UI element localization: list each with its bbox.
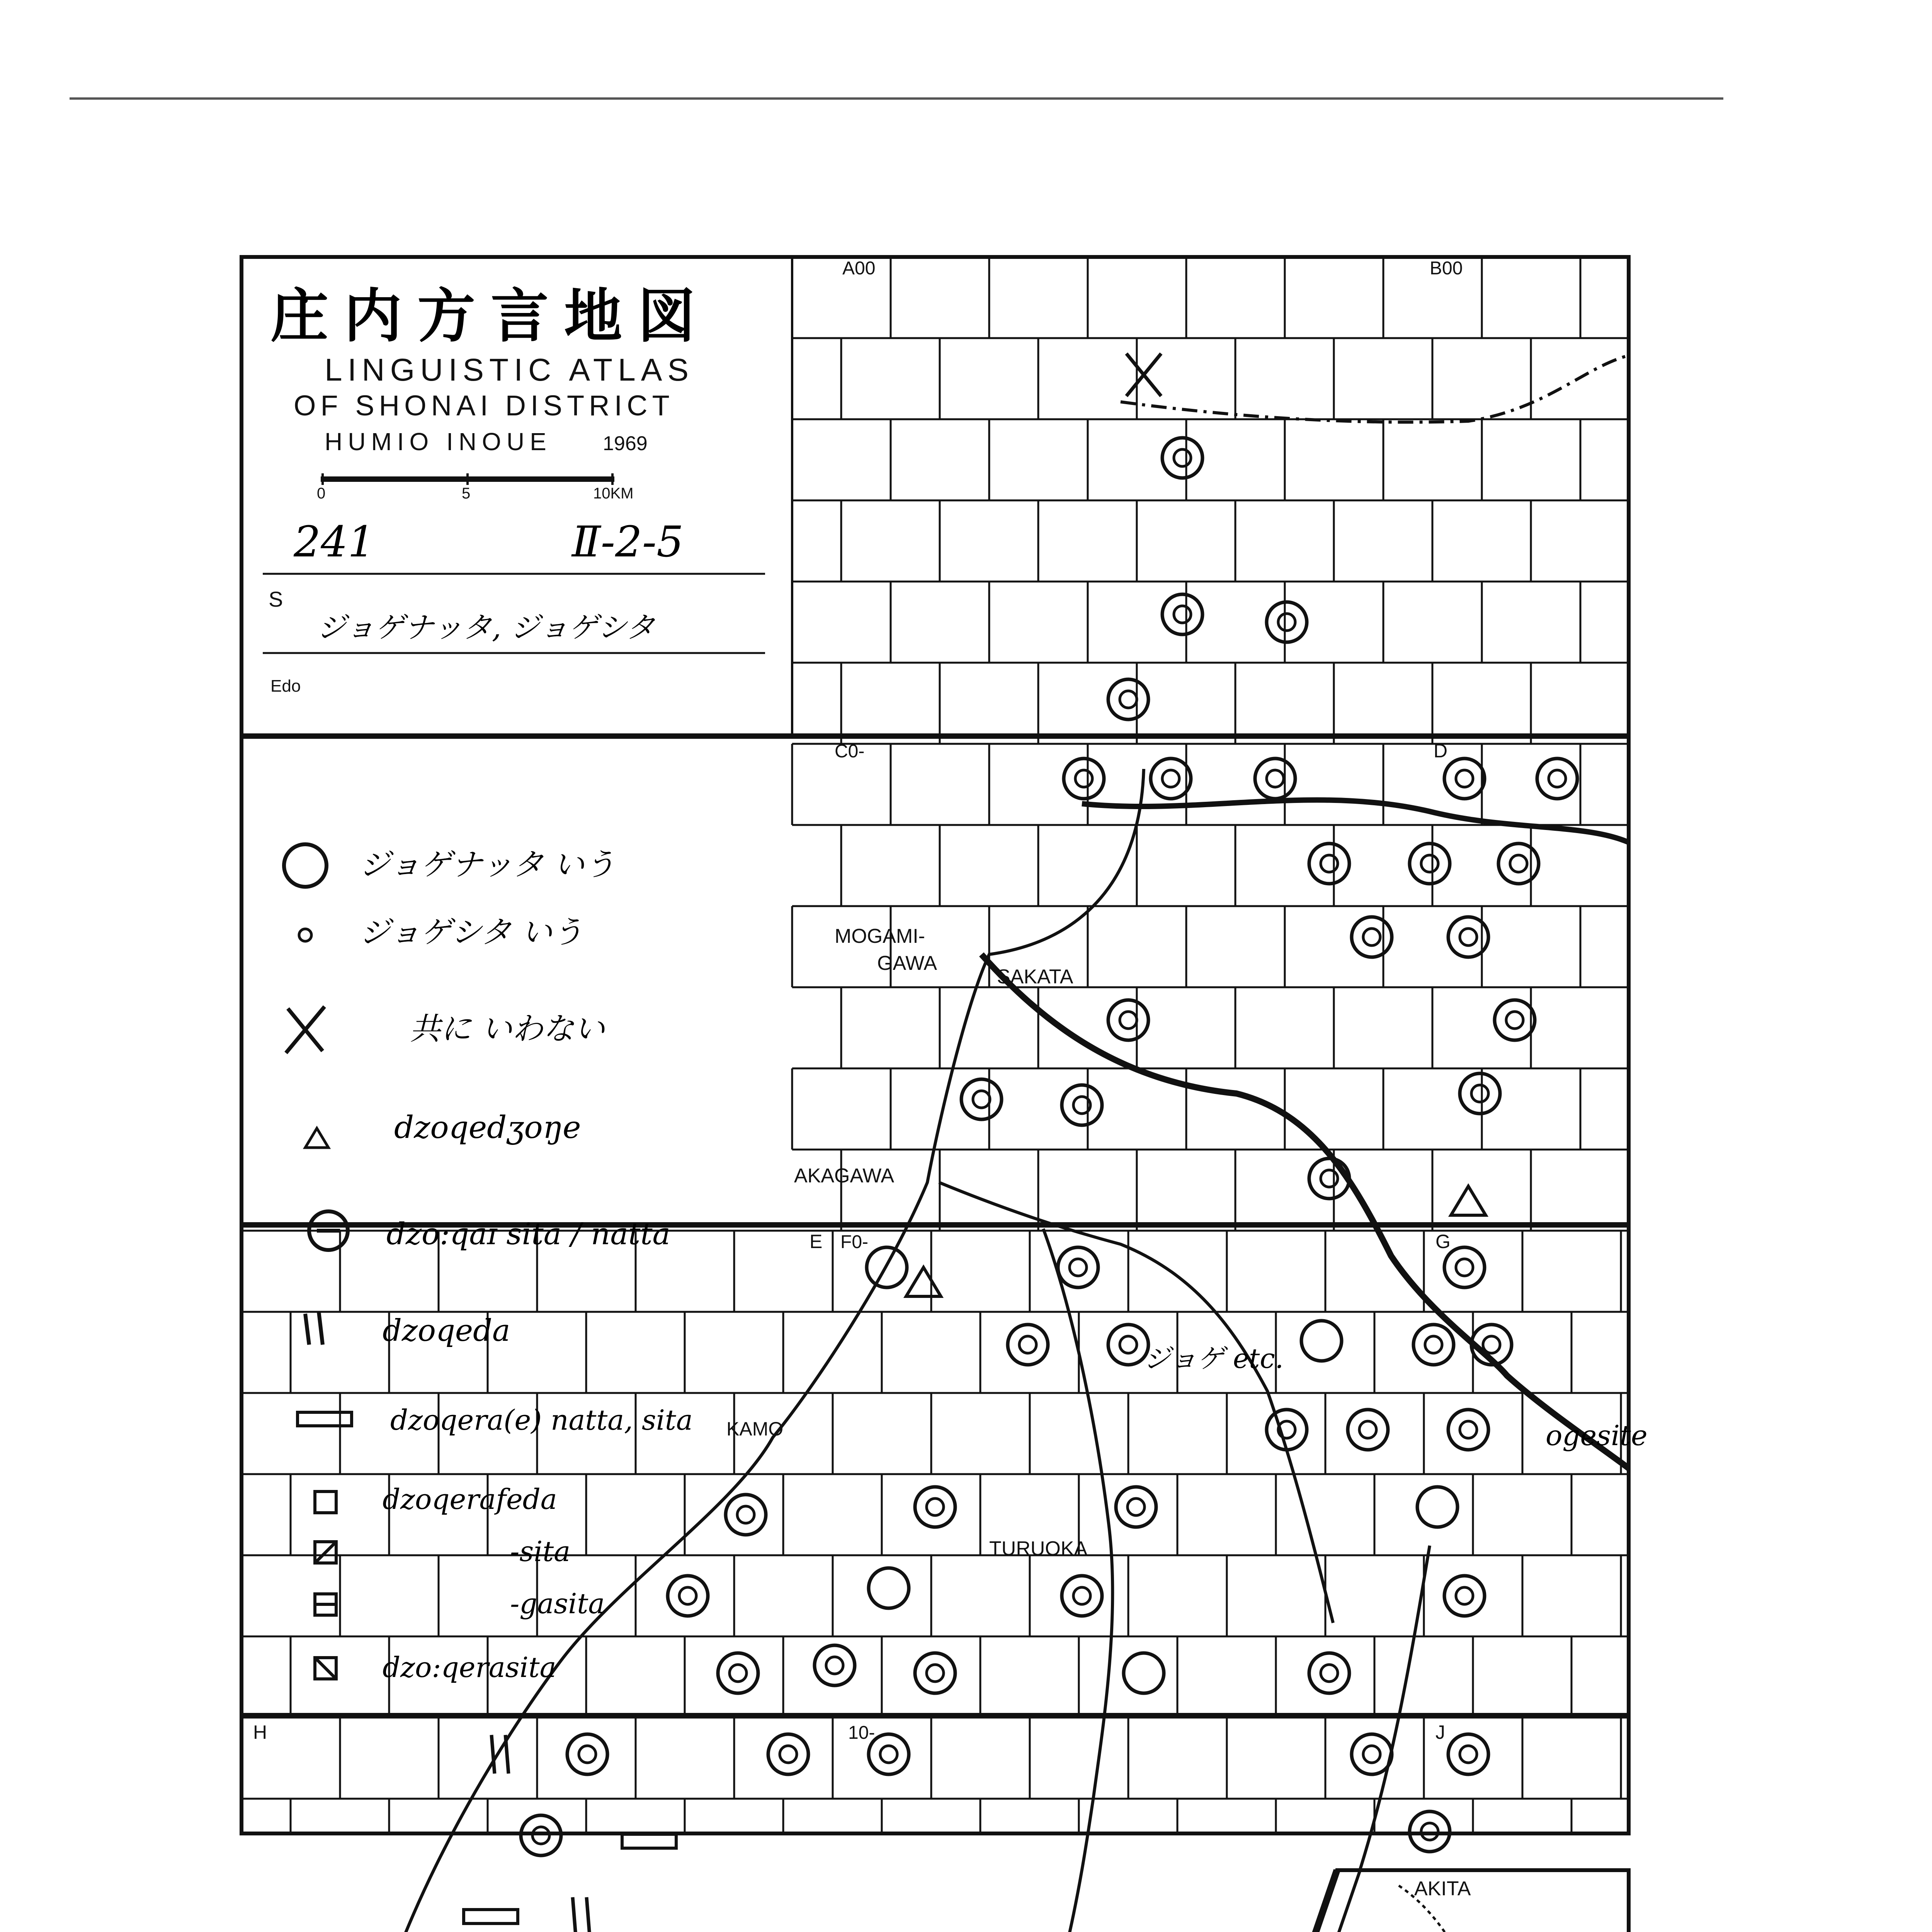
bullseye-mark-17 xyxy=(1062,1085,1102,1125)
section-C0: C0- xyxy=(835,741,865,762)
bullseye-inner-38 xyxy=(1321,1665,1338,1682)
bullseye-mark-37 xyxy=(915,1653,955,1693)
bullseye-mark-27 xyxy=(1348,1410,1388,1450)
big-circle-mark-4 xyxy=(1124,1653,1164,1693)
scale-tick-0: 0 xyxy=(317,485,326,502)
double-bar-mark-0 xyxy=(492,1735,509,1774)
bullseye-inner-31 xyxy=(1128,1498,1145,1515)
bullseye-inner-32 xyxy=(679,1587,696,1604)
bullseye-mark-6 xyxy=(1255,759,1295,799)
bullseye-mark-2 xyxy=(1267,602,1307,642)
legend-text-6: dzoqeda xyxy=(383,1313,510,1348)
bullseye-inner-35 xyxy=(730,1665,747,1682)
bullseye-inner-23 xyxy=(1120,1336,1137,1353)
legend-text-2: ジョゲシタ いう xyxy=(359,914,583,950)
bullseye-mark-36 xyxy=(815,1645,855,1685)
bullseye-inner-34 xyxy=(1456,1587,1473,1604)
bullseye-inner-8 xyxy=(1549,770,1566,787)
bullseye-mark-8 xyxy=(1537,759,1577,799)
bullseye-mark-16 xyxy=(961,1079,1002,1119)
square-slash-icon xyxy=(315,1542,336,1563)
bullseye-inner-6 xyxy=(1267,770,1284,787)
triangle-mark-0 xyxy=(1451,1186,1486,1215)
bullseye-inner-5 xyxy=(1162,770,1179,787)
s-text: ジョゲナッタ, ジョゲシタ xyxy=(317,610,655,645)
bullseye-mark-9 xyxy=(1309,844,1349,884)
big-circle-icon xyxy=(284,844,327,887)
place-akita: AKITA xyxy=(1414,1878,1471,1900)
section-D: D xyxy=(1434,740,1448,762)
bullseye-mark-42 xyxy=(1352,1734,1392,1774)
annotation-gotetc: ジョゲ etc. xyxy=(1144,1343,1284,1374)
bullseye-mark-4 xyxy=(1064,759,1104,799)
bullseye-inner-11 xyxy=(1510,855,1527,872)
square-bar-icon xyxy=(315,1594,336,1615)
bullseye-mark-1 xyxy=(1162,594,1202,634)
bullseye-inner-12 xyxy=(1363,929,1380,946)
legend-text-4: dzoqedʒoŋe xyxy=(394,1109,581,1145)
bullseye-inner-10 xyxy=(1421,855,1438,872)
section-F0: F0- xyxy=(840,1232,868,1252)
place-turuoka: TURUOKA xyxy=(989,1537,1088,1560)
place-akagawa: AKAGAWA xyxy=(794,1165,895,1187)
bullseye-mark-35 xyxy=(718,1653,758,1693)
long-rect-icon xyxy=(298,1412,352,1426)
bullseye-mark-21 xyxy=(1058,1247,1098,1287)
bullseye-inner-9 xyxy=(1321,855,1338,872)
section-E: E xyxy=(810,1231,823,1252)
bullseye-inner-4 xyxy=(1075,770,1092,787)
atlas-year: 1969 xyxy=(603,432,648,455)
big-circle-mark-3 xyxy=(869,1568,909,1608)
bullseye-mark-22 xyxy=(1008,1325,1048,1365)
bullseye-inner-19 xyxy=(1321,1170,1338,1187)
legend-text-10: -gasita xyxy=(510,1587,605,1620)
bullseye-inner-40 xyxy=(780,1746,797,1763)
scale-tick-5: 5 xyxy=(462,485,471,502)
bullseye-mark-11 xyxy=(1498,844,1539,884)
scale-bar xyxy=(321,473,614,485)
square-icon xyxy=(315,1492,336,1513)
place-gawa: GAWA xyxy=(877,952,937,975)
bullseye-mark-32 xyxy=(668,1576,708,1616)
bullseye-inner-43 xyxy=(1460,1746,1477,1763)
bullseye-inner-27 xyxy=(1359,1421,1376,1438)
bullseye-mark-15 xyxy=(1495,1000,1535,1040)
bullseye-mark-30 xyxy=(915,1487,955,1527)
legend-text-8: dzoqerafeda xyxy=(383,1483,557,1515)
bullseye-mark-33 xyxy=(1062,1576,1102,1616)
section-A00: A00 xyxy=(842,258,876,279)
bullseye-inner-3 xyxy=(1120,691,1137,708)
section-J: J xyxy=(1435,1721,1445,1743)
long-rect-mark-0 xyxy=(622,1834,676,1848)
bullseye-inner-14 xyxy=(1120,1012,1137,1029)
place-mogami: MOGAMI- xyxy=(835,925,925,947)
section-B00: B00 xyxy=(1430,258,1463,279)
bullseye-mark-24 xyxy=(1413,1325,1454,1365)
bullseye-mark-12 xyxy=(1352,917,1392,957)
bullseye-mark-29 xyxy=(726,1495,766,1535)
cross-icon xyxy=(286,1007,325,1053)
author-name: HUMIO INOUE xyxy=(325,428,552,456)
legend-text-1: ジョゲナッタ いう xyxy=(359,847,616,883)
cross-mark-0 xyxy=(1126,354,1161,396)
square-backslash-icon xyxy=(315,1658,336,1679)
bullseye-mark-10 xyxy=(1410,844,1450,884)
edo-marker: Edo xyxy=(270,677,301,696)
bullseye-mark-26 xyxy=(1267,1410,1307,1450)
legend-text-11: dzo:qerasita xyxy=(383,1651,556,1684)
bullseye-inner-2 xyxy=(1278,614,1295,631)
s-marker: S xyxy=(269,587,283,611)
bullseye-mark-40 xyxy=(768,1734,808,1774)
double-bar-mark-1 xyxy=(573,1897,590,1932)
triangle-mark-1 xyxy=(906,1267,941,1296)
legend-icons xyxy=(284,844,352,1679)
legend-text-7: dzoqera(e) natta, sita xyxy=(390,1404,693,1436)
bullseye-mark-43 xyxy=(1448,1734,1488,1774)
bullseye-mark-23 xyxy=(1108,1325,1148,1365)
bullseye-mark-7 xyxy=(1444,759,1485,799)
annotation-ogesite: ogesite xyxy=(1546,1419,1648,1452)
bullseye-mark-34 xyxy=(1444,1576,1485,1616)
bullseye-inner-30 xyxy=(927,1498,944,1515)
bullseye-mark-39 xyxy=(567,1734,607,1774)
bullseye-inner-37 xyxy=(927,1665,944,1682)
bullseye-inner-33 xyxy=(1073,1587,1090,1604)
bullseye-inner-24 xyxy=(1425,1336,1442,1353)
bullseye-mark-3 xyxy=(1108,679,1148,719)
bullseye-inner-15 xyxy=(1506,1012,1523,1029)
railway-line xyxy=(1121,355,1629,422)
big-circle-mark-2 xyxy=(1417,1487,1458,1527)
scale-tick-10: 10KM xyxy=(593,485,634,502)
inset-map xyxy=(1144,1870,1629,1932)
bullseye-inner-28 xyxy=(1460,1421,1477,1438)
big-circle-mark-1 xyxy=(1301,1321,1342,1361)
bullseye-inner-16 xyxy=(973,1091,990,1108)
legend-text-3: 共に いわない xyxy=(410,1011,605,1047)
bullseye-mark-31 xyxy=(1116,1487,1156,1527)
place-sakata: SAKATA xyxy=(997,966,1073,988)
bullseye-mark-0 xyxy=(1162,438,1202,478)
bullseye-inner-29 xyxy=(737,1506,754,1523)
bullseye-inner-18 xyxy=(1471,1085,1488,1102)
title-japanese: 庄内方言地図 xyxy=(270,283,711,350)
bullseye-mark-19 xyxy=(1309,1158,1349,1199)
bullseye-inner-42 xyxy=(1363,1746,1380,1763)
bullseye-inner-41 xyxy=(880,1746,897,1763)
bullseye-mark-20 xyxy=(1444,1247,1485,1287)
legend-text-9: -sita xyxy=(510,1535,571,1568)
section-10: 10- xyxy=(848,1723,875,1743)
section-H: H xyxy=(253,1721,267,1743)
bullseye-inner-7 xyxy=(1456,770,1473,787)
triangle-icon xyxy=(305,1128,328,1148)
bullseye-inner-0 xyxy=(1174,449,1191,466)
legend-text-5: dzo:qaɪ sita / natta xyxy=(386,1217,671,1252)
small-circle-icon xyxy=(299,929,311,941)
bullseye-inner-1 xyxy=(1174,606,1191,623)
bullseye-mark-14 xyxy=(1108,1000,1148,1040)
item-code: Ⅱ-2-5 xyxy=(572,517,684,566)
bullseye-inner-39 xyxy=(579,1746,596,1763)
bullseye-inner-36 xyxy=(826,1657,843,1674)
bullseye-mark-38 xyxy=(1309,1653,1349,1693)
title-line2: OF SHONAI DISTRICT xyxy=(294,389,674,422)
section-G: G xyxy=(1435,1231,1451,1252)
bullseye-inner-13 xyxy=(1460,929,1477,946)
map-number: 241 xyxy=(294,517,375,566)
bullseye-mark-5 xyxy=(1151,759,1191,799)
bullseye-inner-20 xyxy=(1456,1259,1473,1276)
long-rect-mark-1 xyxy=(464,1910,518,1923)
bullseye-inner-22 xyxy=(1019,1336,1036,1353)
bullseye-mark-18 xyxy=(1460,1073,1500,1114)
bullseye-inner-21 xyxy=(1070,1259,1087,1276)
bullseye-mark-28 xyxy=(1448,1410,1488,1450)
double-bar-icon xyxy=(305,1312,323,1345)
place-kamo: KAMO xyxy=(726,1418,784,1440)
title-line1: LINGUISTIC ATLAS xyxy=(325,352,694,388)
bullseye-inner-25 xyxy=(1483,1336,1500,1353)
